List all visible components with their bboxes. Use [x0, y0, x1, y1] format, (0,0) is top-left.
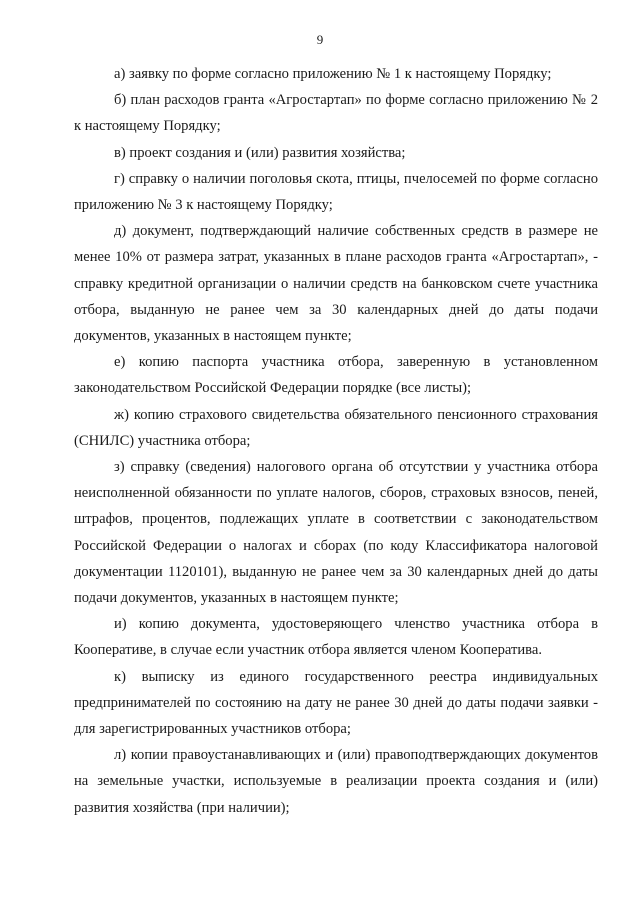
- paragraph-d: д) документ, подтверждающий наличие собственных средств в размере не менее 10% от размера затрат, указанных в плане расходов гранта «Агростартап», - справку кредитной организации о наличии средств на банковском счете участника отбора, выданную не ранее чем за 30 календарных дней до даты подачи документов, указанных в настоящем пункте;: [74, 223, 598, 345]
- paragraph-i: и) копию документа, удостоверяющего членство участника отбора в Кооперативе, в случае если участник отбора является членом Кооператива.: [74, 616, 598, 659]
- paragraph-g: г) справку о наличии поголовья скота, птицы, пчелосемей по форме согласно приложению № 3 к настоящему Порядку;: [74, 170, 598, 214]
- paragraph-a: а) заявку по форме согласно приложению № 1 к настоящему Порядку;: [114, 66, 552, 82]
- page-number: 9: [316, 32, 324, 47]
- paragraph-zh: ж) копию страхового свидетельства обязательного пенсионного страхования (СНИЛС) участника отбора;: [74, 406, 598, 449]
- paragraph-v: в) проект создания и (или) развития хозяйства;: [114, 144, 406, 161]
- paragraph-e: е) копию паспорта участника отбора, заверенную в установленном законодательством Российской Федерации порядке (все листы);: [74, 354, 598, 397]
- paragraph-z: з) справку (сведения) налогового органа об отсутствии у участника отбора неисполненной обязанности по уплате налогов, сборов, страховых взносов, пеней, штрафов, процентов, подлежащих уплате в соответствии с законодательством Российской Федерации о налогах и сборах (по коду Классификатора налоговой документации 1120101), выданную не ранее чем за 30 календарных дней до даты подачи документов, указанных в настоящем пункте;: [74, 459, 598, 607]
- paragraph-b: б) план расходов гранта «Агростартап» по форме согласно приложению № 2 к настоящему Порядку;: [74, 92, 598, 135]
- paragraph-k: к) выписку из единого государственного реестра индивидуальных предпринимателей по состоянию на дату не ранее 30 дней до даты подачи заявки - для зарегистрированных участников отбора;: [74, 668, 598, 738]
- body-text: [74, 61, 598, 821]
- paragraph-l: л) копии правоустанавливающих и (или) правоподтверждающих документов на земельные участки, используемые в реализации проекта создания и (или) развития хозяйства (при наличии);: [74, 747, 598, 816]
